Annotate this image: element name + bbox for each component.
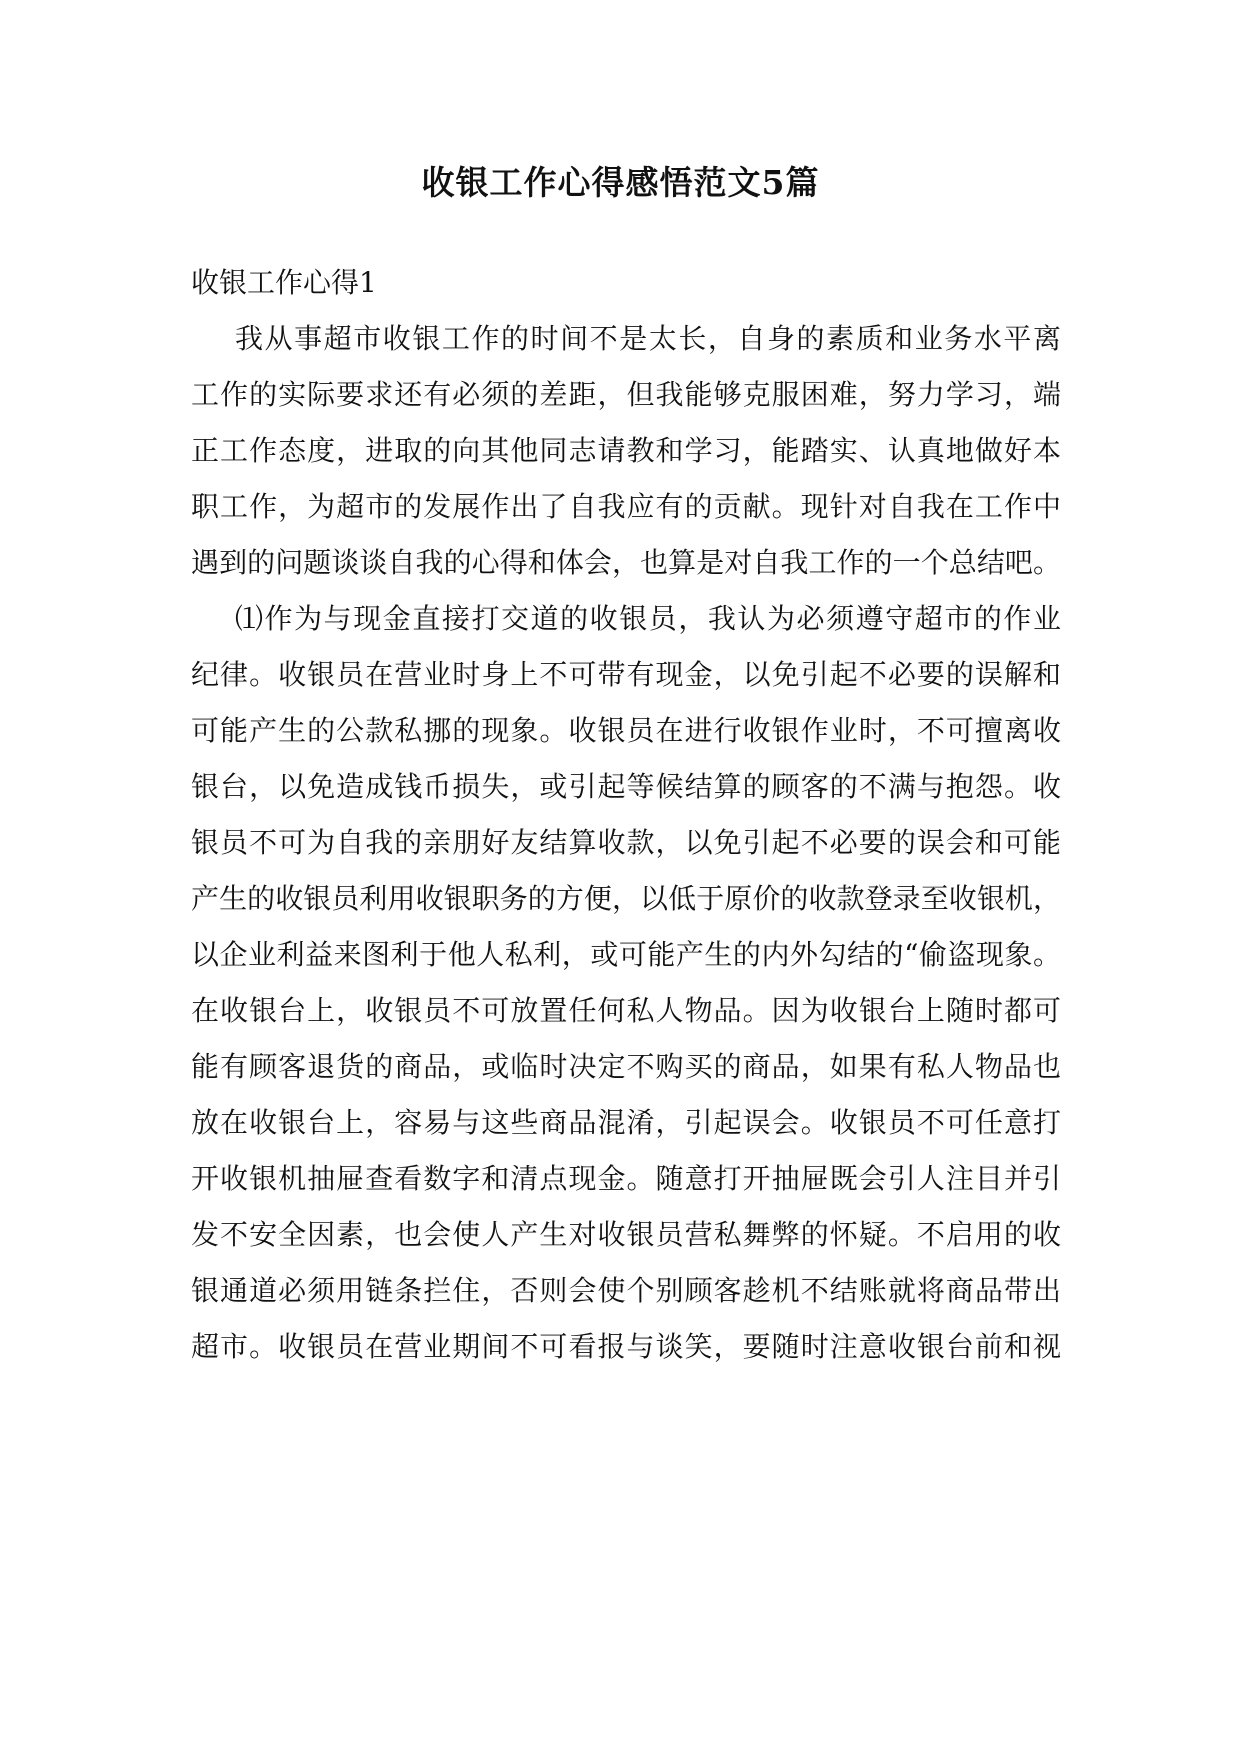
paragraph-line: 开收银机抽屉查看数字和清点现金。随意打开抽屉既会引人注目并引 <box>191 1162 1061 1195</box>
paragraph-line: 在收银台上，收银员不可放置任何私人物品。因为收银台上随时都可 <box>191 994 1061 1027</box>
document-title: 收银工作心得感悟范文5篇 <box>421 163 820 202</box>
paragraph-line: 银通道必须用链条拦住，否则会使个别顾客趁机不结账就将商品带出 <box>191 1274 1061 1307</box>
paragraph-line: 遇到的问题谈谈自我的心得和体会，也算是对自我工作的一个总结吧。 <box>191 546 1061 579</box>
paragraph-line: 产生的收银员利用收银职务的方便，以低于原价的收款登录至收银机， <box>191 882 1061 915</box>
paragraph-line: ⑴作为与现金直接打交道的收银员，我认为必须遵守超市的作业 <box>235 602 1061 635</box>
paragraph-line: 能有顾客退货的商品，或临时决定不购买的商品，如果有私人物品也 <box>191 1050 1061 1083</box>
paragraph-line: 职工作，为超市的发展作出了自我应有的贡献。现针对自我在工作中 <box>191 490 1061 523</box>
paragraph-line: 银台，以免造成钱币损失，或引起等候结算的顾客的不满与抱怨。收 <box>191 770 1061 803</box>
paragraph-line: 正工作态度，进取的向其他同志请教和学习，能踏实、认真地做好本 <box>191 434 1061 467</box>
paragraph-line: 银员不可为自我的亲朋好友结算收款，以免引起不必要的误会和可能 <box>191 826 1061 859</box>
paragraph-line: 发不安全因素，也会使人产生对收银员营私舞弊的怀疑。不启用的收 <box>191 1218 1061 1251</box>
section-heading: 收银工作心得1 <box>191 266 377 299</box>
paragraph-line: 可能产生的公款私挪的现象。收银员在进行收银作业时，不可擅离收 <box>191 714 1061 747</box>
paragraph-line: 纪律。收银员在营业时身上不可带有现金，以免引起不必要的误解和 <box>191 658 1061 691</box>
paragraph-line: 我从事超市收银工作的时间不是太长，自身的素质和业务水平离 <box>235 322 1061 355</box>
paragraph-line: 放在收银台上，容易与这些商品混淆，引起误会。收银员不可任意打 <box>191 1106 1061 1139</box>
paragraph-line: 以企业利益来图利于他人私利，或可能产生的内外勾结的“偷盗现象。 <box>191 938 1061 971</box>
paragraph-line: 工作的实际要求还有必须的差距，但我能够克服困难，努力学习，端 <box>191 378 1061 411</box>
paragraph-line: 超市。收银员在营业期间不可看报与谈笑，要随时注意收银台前和视 <box>191 1330 1061 1363</box>
